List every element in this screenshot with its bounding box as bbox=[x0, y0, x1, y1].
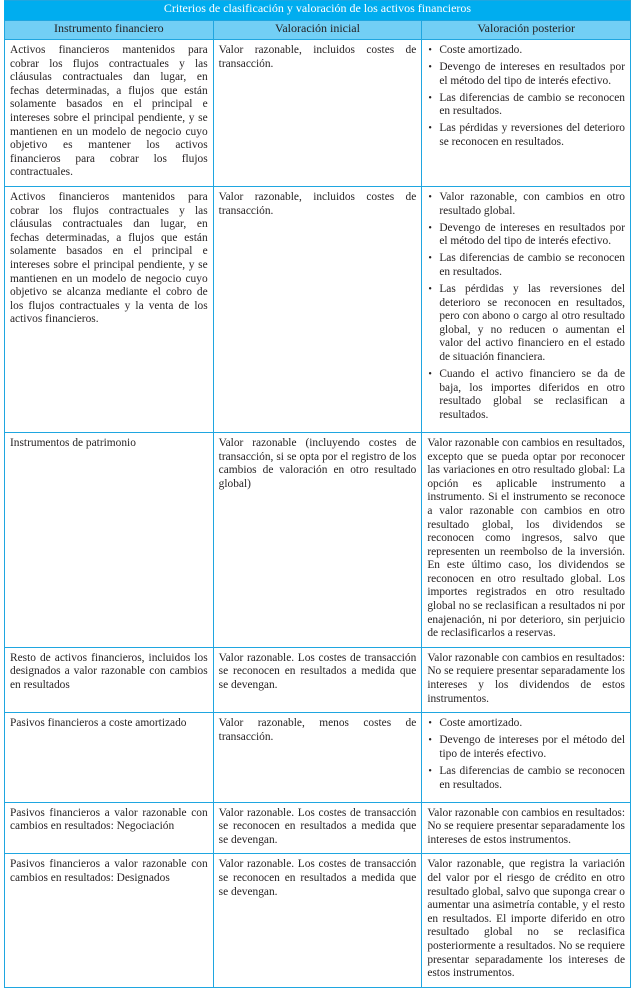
cell-inicial: Valor razonable. Los costes de transacción se reconocen en resultados a medida que se devengan. bbox=[213, 802, 422, 854]
list-item: • Coste amortizado. bbox=[439, 717, 625, 731]
cell-posterior: Valor razonable con cambios en resultados: No se requiere presentar separadamente los intereses de estos instrumentos. bbox=[422, 802, 631, 854]
cell-posterior bbox=[422, 40, 631, 187]
list-item: • Las diferencias de cambio se reconocen en resultados. bbox=[439, 92, 625, 119]
list-item: • Cuando el activo financiero se da de baja, los importes diferidos en otro resultado global se reclasifican a resultados. bbox=[439, 368, 625, 422]
table-row bbox=[5, 432, 631, 647]
cell-instrumento: Resto de activos financieros, incluidos los designados a valor razonable con cambios en resultados bbox=[5, 647, 214, 712]
cell-inicial: Valor razonable (incluyendo costes de transacción, si se opta por el registro de los cambios de valoración en otro resultado global) bbox=[213, 432, 422, 647]
cell-instrumento: Activos financieros mantenidos para cobrar los flujos contractuales y las cláusulas contractuales dan lugar, en fechas determinadas, a flujos que están solamente basados en el principal e intereses sobre el principal pendiente, y se mantienen en un modelo de negocio cuyo objetivo se alcanza mediante el cobro de los flujos contractuales y la venta de los activos financieros. bbox=[5, 186, 214, 432]
header-instrumento: Instrumento financiero bbox=[5, 21, 214, 40]
cell-instrumento: Activos financieros mantenidos para cobrar los flujos contractuales y las cláusulas contractuales dan lugar, en fechas determinadas, a flujos que están solamente basados en el principal e intereses sobre el principal pendiente, y se mantienen en un modelo de negocio cuyo objetivo es mantener los activos financieros para cobrar los flujos contractuales. bbox=[5, 40, 214, 187]
cell-inicial: Valor razonable, menos costes de transacción. bbox=[213, 713, 422, 802]
classification-table bbox=[4, 0, 631, 988]
bullet-list bbox=[427, 44, 625, 150]
list-item: • Las diferencias de cambio se reconocen en resultados. bbox=[439, 765, 625, 792]
cell-inicial: Valor razonable. Los costes de transacción se reconocen en resultados a medida que se devengan. bbox=[213, 854, 422, 987]
bullet-list bbox=[427, 191, 625, 423]
table-row bbox=[5, 186, 631, 432]
cell-inicial: Valor razonable. Los costes de transacción se reconocen en resultados a medida que se devengan. bbox=[213, 647, 422, 712]
bullet-list bbox=[427, 717, 625, 792]
table-row bbox=[5, 40, 631, 187]
cell-posterior bbox=[422, 186, 631, 432]
table-row bbox=[5, 802, 631, 854]
title-row bbox=[5, 1, 631, 21]
cell-posterior bbox=[422, 713, 631, 802]
cell-instrumento: Instrumentos de patrimonio bbox=[5, 432, 214, 647]
table-row bbox=[5, 854, 631, 987]
table-row bbox=[5, 647, 631, 712]
table-title: Criterios de clasificación y valoración de los activos financieros bbox=[5, 1, 631, 21]
list-item: • Devengo de intereses por el método del tipo de interés efectivo. bbox=[439, 734, 625, 761]
table-row bbox=[5, 713, 631, 802]
header-valoracion-posterior: Valoración posterior bbox=[422, 21, 631, 40]
document-page bbox=[4, 0, 631, 988]
cell-posterior: Valor razonable, que registra la variación del valor por el riesgo de crédito en otro resultado global, salvo que suponga crear o aumentar una asimetría contable, y el resto en resultados. El importe diferido en otro resultado global no se reclasifica posteriormente a resultados. No se requiere presentar separadamente los intereses de estos instrumentos. bbox=[422, 854, 631, 987]
list-item: • Las diferencias de cambio se reconocen en resultados. bbox=[439, 252, 625, 279]
cell-inicial: Valor razonable, incluidos costes de transacción. bbox=[213, 186, 422, 432]
list-item: • Coste amortizado. bbox=[439, 44, 625, 58]
list-item: • Devengo de intereses en resultados por el método del tipo de interés efectivo. bbox=[439, 61, 625, 88]
list-item: • Valor razonable, con cambios en otro resultado global. bbox=[439, 191, 625, 218]
cell-instrumento: Pasivos financieros a valor razonable con cambios en resultados: Negociación bbox=[5, 802, 214, 854]
cell-posterior: Valor razonable con cambios en resultados: No se requiere presentar separadamente los intereses y los dividendos de estos instrumentos. bbox=[422, 647, 631, 712]
list-item: • Devengo de intereses en resultados por el método del tipo de interés efectivo. bbox=[439, 222, 625, 249]
cell-instrumento: Pasivos financieros a valor razonable con cambios en resultados: Designados bbox=[5, 854, 214, 987]
list-item: • Las pérdidas y reversiones del deterioro se reconocen en resultados. bbox=[439, 122, 625, 149]
cell-posterior: Valor razonable con cambios en resultados, excepto que se pueda optar por reconocer las variaciones en otro resultado global: La opción es aplicable instrumento a instrumento. Si el instrumento se reconoce a valor razonable con cambios en otro resultado global, los dividendos se reconocen como ingresos, salvo que representen un reembolso de la inversión. En este último caso, los dividendos se reconocen en otro resultado global. Los importes registrados en otro resultado global no se reclasifican a resultados ni por enajenación, ni por deterioro, sin perjuicio de reclasificarlos a reservas. bbox=[422, 432, 631, 647]
cell-inicial: Valor razonable, incluidos costes de transacción. bbox=[213, 40, 422, 187]
cell-instrumento: Pasivos financieros a coste amortizado bbox=[5, 713, 214, 802]
header-valoracion-inicial: Valoración inicial bbox=[213, 21, 422, 40]
header-row bbox=[5, 21, 631, 40]
list-item: • Las pérdidas y las reversiones del deterioro se reconocen en resultados, pero con abono o cargo al otro resultado global, y no reducen o aumentan el valor del activo financiero en el estado de situación financiera. bbox=[439, 283, 625, 365]
